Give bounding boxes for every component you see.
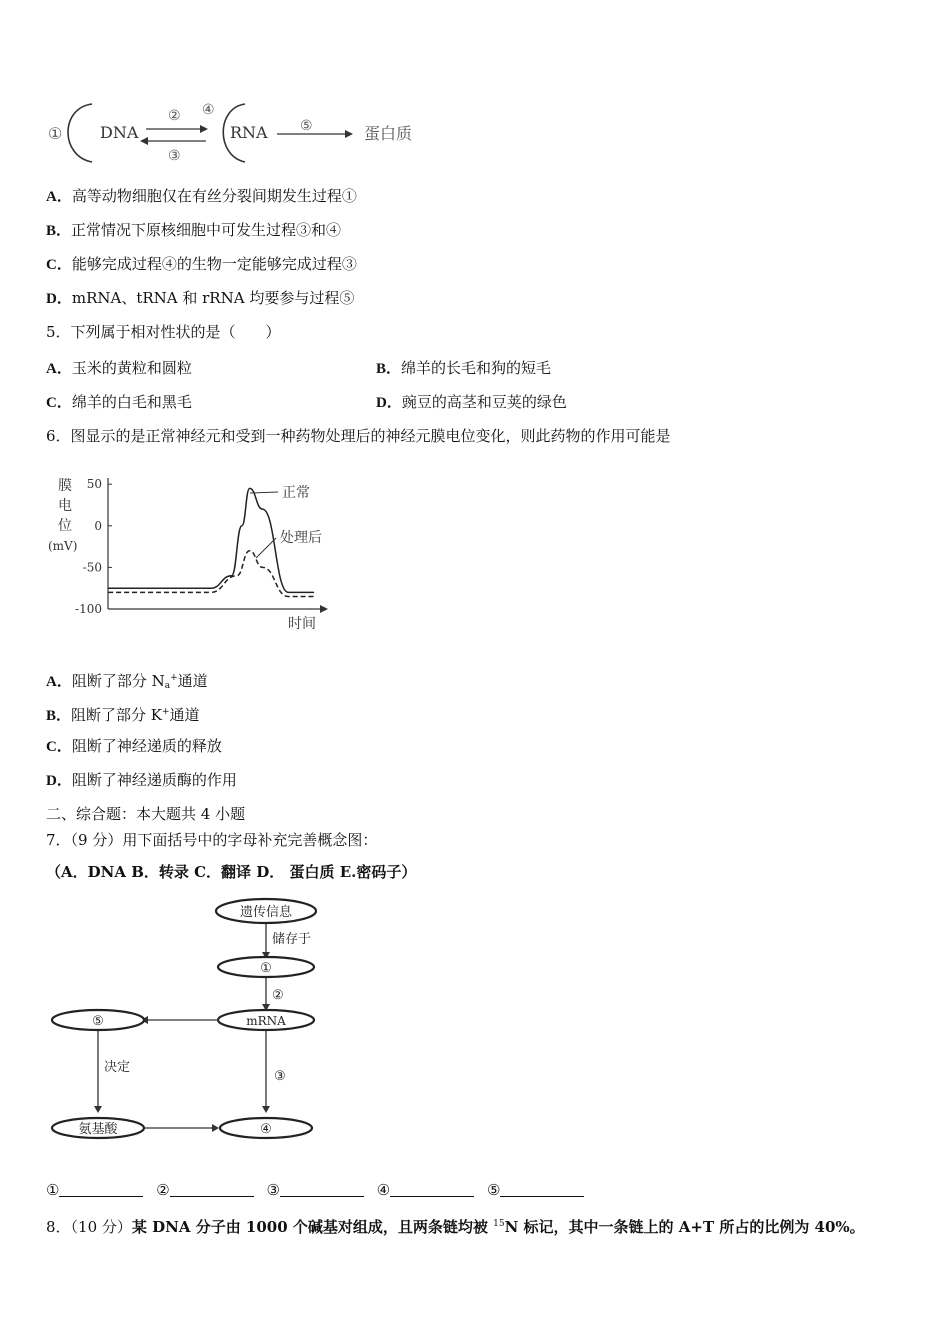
q6-option-d: D．阻断了神经递质酶的作用 (46, 771, 237, 789)
node-1-label: ① (260, 961, 272, 976)
x-axis-label: 时间 (288, 616, 316, 632)
arrow-3-head (262, 1106, 270, 1113)
blank-4[interactable] (390, 1181, 474, 1197)
y-tick-label: -100 (75, 602, 102, 616)
section-heading: 二、综合题：本大题共 4 小题 (46, 805, 246, 823)
flow-label-5: ⑤ (300, 118, 313, 134)
q7-choices: （A．DNA B．转录 C．翻译 D． 蛋白质 E.密码子） (46, 863, 417, 881)
node-mrna-label: mRNA (246, 1014, 286, 1028)
arrow-decide-head (94, 1106, 102, 1113)
q4-option-b: B．正常情况下原核细胞中可发生过程③和④ (46, 221, 342, 239)
y-label-part: 膜 (58, 478, 72, 494)
blank-3[interactable] (280, 1181, 364, 1197)
q8-stem: 8．（10 分）某 DNA 分子由 1000 个碱基对组成，且两条链均被 $^{15}$N 标记，其中一条链上的 A+T 所占的比例为 40%。 (46, 1218, 865, 1236)
flow-label-2: ② (168, 108, 181, 124)
x-axis-arrowhead (320, 605, 328, 613)
label-store: 储存于 (272, 932, 312, 947)
q7-stem: 7．（9 分）用下面括号中的字母补充完善概念图： (46, 831, 378, 849)
node-amino-acid-label: 氨基酸 (78, 1122, 118, 1137)
q5-option-b: B．绵羊的长毛和狗的短毛 (376, 359, 552, 377)
flow-label-1: ① (48, 124, 63, 143)
concept-map (44, 896, 344, 1152)
y-label-part: 电 (58, 498, 72, 514)
label-arrow-3: ③ (274, 1069, 286, 1084)
q5-option-d: D．豌豆的高茎和豆荚的绿色 (376, 393, 567, 411)
flow-label-3: ③ (168, 148, 181, 164)
blank-1[interactable] (59, 1181, 143, 1197)
node-genetic-info-label: 遗传信息 (239, 905, 293, 920)
node-4-label: ④ (260, 1122, 272, 1137)
membrane-potential-chart (44, 466, 344, 636)
q5-option-c: C．绵羊的白毛和黑毛 (46, 393, 192, 411)
flow-label-4: ④ (202, 102, 215, 118)
series-label-normal: 正常 (282, 485, 310, 501)
translation-arrowhead (345, 130, 353, 138)
treated-label-leader (256, 538, 276, 558)
q7-answer-blanks: ① ② ③ ④ ⑤ (46, 1180, 592, 1200)
flow-label-rna: RNA (230, 123, 268, 142)
q4-option-a: A．高等动物细胞仅在有丝分裂间期发生过程① (46, 187, 357, 205)
q4-option-c: C．能够完成过程④的生物一定能够完成过程③ (46, 255, 357, 273)
y-tick-label: -50 (82, 560, 102, 575)
transcription-arrowhead (200, 125, 208, 133)
y-axis-label (48, 478, 77, 553)
series-label-treated: 处理后 (280, 530, 322, 546)
label-arrow-2: ② (272, 988, 284, 1003)
q5-stem: 5．下列属于相对性状的是（ ） (46, 323, 281, 341)
q6-stem: 6．图显示的是正常神经元和受到一种药物处理后的神经元膜电位变化，则此药物的作用可能是 (46, 427, 671, 445)
q4-option-d: D．mRNA、tRNA 和 rRNA 均要参与过程⑤ (46, 289, 355, 307)
label-decide: 决定 (104, 1060, 131, 1075)
flow-label-protein: 蛋白质 (364, 124, 413, 143)
blank-2[interactable] (170, 1181, 254, 1197)
series-treated-line (108, 551, 314, 597)
y-tick-label: 50 (86, 477, 102, 492)
y-tick-label: 0 (94, 518, 102, 533)
reverse-transcription-arrowhead (140, 137, 148, 145)
flow-label-dna: DNA (100, 123, 139, 142)
replication-loop (68, 104, 92, 162)
q6-option-c: C．阻断了神经递质的释放 (46, 737, 222, 755)
y-label-part: 位 (58, 518, 72, 534)
arrow-amino-to-4-head (212, 1124, 219, 1132)
y-label-part: (mV) (48, 539, 78, 553)
node-5-label: ⑤ (92, 1014, 104, 1029)
blank-5[interactable] (500, 1181, 584, 1197)
q5-option-a: A．玉米的黄粒和圆粒 (46, 359, 192, 377)
gene-flow-diagram (40, 96, 440, 168)
q6-option-a: A．阻断了部分 Na+通道 (46, 672, 208, 691)
q6-option-b: B．阻断了部分 K+通道 (46, 706, 200, 724)
